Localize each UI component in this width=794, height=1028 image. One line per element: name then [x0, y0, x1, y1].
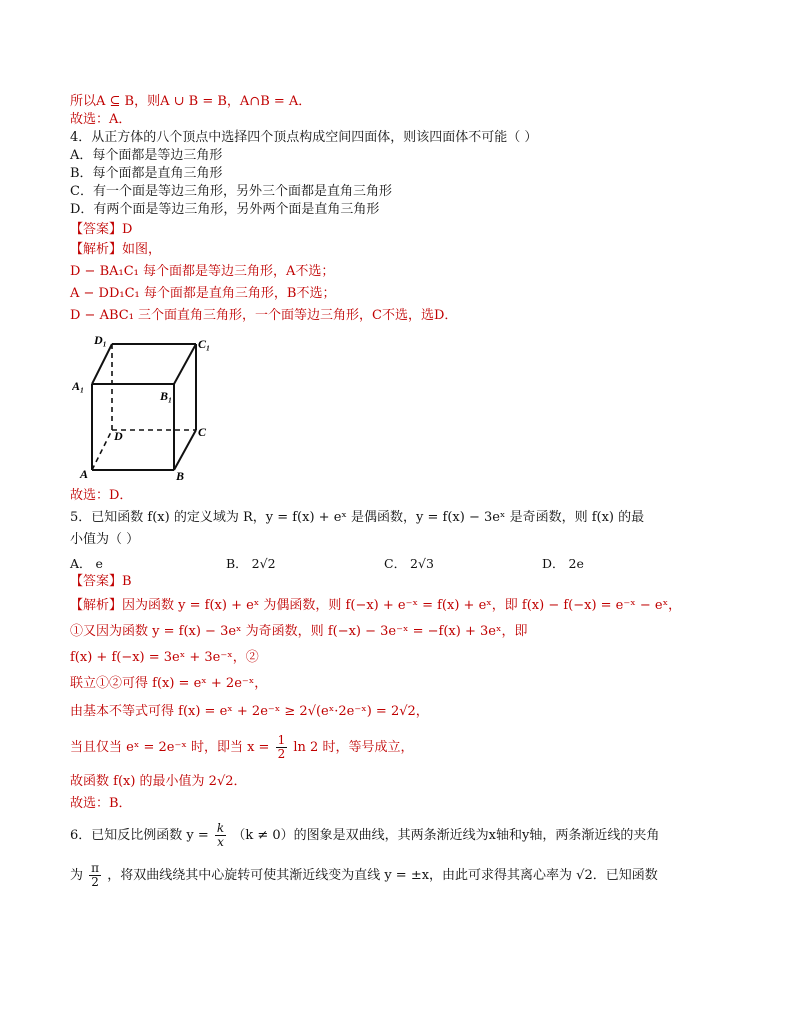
- q5-option-b: B． 2√2: [226, 556, 276, 571]
- label-b1: B₁: [160, 389, 173, 403]
- q4-answer-value: D: [122, 222, 133, 237]
- label-c: C: [198, 425, 207, 439]
- q5-frac-den: 2: [277, 747, 286, 761]
- q5-conclusion: 故函数 f(x) 的最小值为 2√2．: [70, 774, 247, 789]
- q5-stem-line-1: 5．已知函数 f(x) 的定义域为 R，y = f(x) + eˣ 是偶函数，y = f(x) − 3eˣ 是奇函数，则 f(x) 的最: [70, 510, 645, 525]
- q5-equality-line: [70, 734, 413, 761]
- q5-analysis-line-1-text: 因为函数 y = f(x) + eˣ 为偶函数，则 f(−x) + e⁻ˣ = f(x) + eˣ，即 f(x) − f(−x) = e⁻ˣ − eˣ，: [122, 598, 682, 613]
- q5-analysis-tag: 【解析】: [70, 598, 123, 613]
- q4-option-b: B．每个面都是直角三角形: [70, 166, 223, 181]
- q5-analysis-line-5: 由基本不等式可得 f(x) = eˣ + 2e⁻ˣ ≥ 2√(eˣ·2e⁻ˣ) = 2√2，: [70, 704, 429, 719]
- q5-equality-suffix: ln 2 时，等号成立，: [293, 740, 414, 755]
- q6-line-1: [70, 822, 659, 849]
- q4-analysis-line-3: D − ABC₁ 三个面直角三角形，一个面等边三角形，C不选，选D．: [70, 308, 458, 323]
- q3-answer: 故选：A．: [70, 112, 132, 127]
- q6-frac2-num: π: [91, 861, 100, 875]
- q5-analysis-line-4: 联立①②可得 f(x) = eˣ + 2e⁻ˣ，: [70, 676, 268, 691]
- q6-line-2-prefix: 为: [70, 868, 84, 883]
- q4-option-a: A．每个面都是等边三角形: [70, 148, 223, 163]
- q4-analysis-line-2: A − DD₁C₁ 每个面都是直角三角形，B不选；: [70, 286, 336, 301]
- label-d1: D₁: [94, 333, 107, 347]
- q4-answer-tag: 【答案】: [70, 222, 123, 237]
- q4-option-c: C．有一个面是等边三角形，另外三个面都是直角三角形: [70, 184, 392, 199]
- q6-line-1-prefix: 6．已知反比例函数 y =: [70, 828, 209, 843]
- q5-analysis-line-2: ①又因为函数 y = f(x) − 3eˣ 为奇函数，则 f(−x) − 3e⁻ˣ = −f(x) + 3eˣ，即: [70, 624, 528, 639]
- label-a1: A₁: [72, 379, 85, 393]
- q5-option-d: D． 2e: [542, 556, 584, 571]
- q4-analysis-line-1: D − BA₁C₁ 每个面都是等边三角形，A不选；: [70, 264, 335, 279]
- label-a: A: [80, 467, 89, 480]
- label-d: D: [114, 429, 123, 443]
- q5-analysis-line-1: [70, 598, 681, 614]
- q6-fraction-k-x: [215, 822, 226, 849]
- q4-stem: 4．从正方体的八个顶点中选择四个顶点构成空间四面体，则该四面体不可能（ ）: [70, 130, 538, 145]
- q5-option-c: C． 2√3: [384, 556, 434, 571]
- label-b: B: [176, 469, 185, 480]
- edge-b1c1: [174, 344, 196, 384]
- q6-frac-den: x: [217, 835, 224, 849]
- q4-analysis-intro-text: 如图，: [122, 242, 162, 257]
- q5-answer: [70, 574, 132, 590]
- q5-frac-num: 1: [277, 733, 286, 747]
- q6-fraction-pi-2: [89, 862, 101, 889]
- cube-figure: [72, 332, 222, 480]
- q5-choose: 故选：B．: [70, 796, 132, 811]
- edge-bc: [174, 430, 196, 470]
- q4-option-d: D．有两个面是等边三角形，另外两个面是直角三角形: [70, 202, 380, 217]
- edge-d1a1: [92, 344, 112, 384]
- q4-answer: [70, 222, 132, 238]
- q4-choose: 故选：D．: [70, 488, 133, 503]
- q5-analysis-line-3: f(x) + f(−x) = 3eˣ + 3e⁻ˣ，②: [70, 650, 259, 665]
- q3-conclusion: 所以A ⊆ B，则A ∪ B = B，A∩B = A．: [70, 94, 312, 109]
- q5-option-a: A． e: [70, 556, 103, 571]
- q6-frac2-den: 2: [91, 875, 99, 889]
- q5-stem-line-2: 小值为（ ）: [70, 532, 140, 547]
- q5-fraction: [276, 734, 288, 761]
- q4-analysis-intro: [70, 242, 161, 258]
- label-c1: C₁: [198, 337, 211, 351]
- q5-equality-prefix: 当且仅当 eˣ = 2e⁻ˣ 时，即当 x =: [70, 740, 270, 755]
- q6-line-2: [70, 862, 658, 889]
- q6-line-1-suffix: （k ≠ 0）的图象是双曲线，其两条渐近线为x轴和y轴，两条渐近线的夹角: [232, 828, 660, 843]
- q6-frac-num: k: [216, 821, 225, 835]
- q5-answer-value: B: [122, 574, 132, 589]
- q4-analysis-tag: 【解析】: [70, 242, 123, 257]
- q6-line-2-suffix: ，将双曲线绕其中心旋转可使其渐近线变为直线 y = ±x，由此可求得其离心率为 √2．已知函数: [107, 868, 658, 883]
- q5-answer-tag: 【答案】: [70, 574, 123, 589]
- edge-ad: [92, 430, 112, 470]
